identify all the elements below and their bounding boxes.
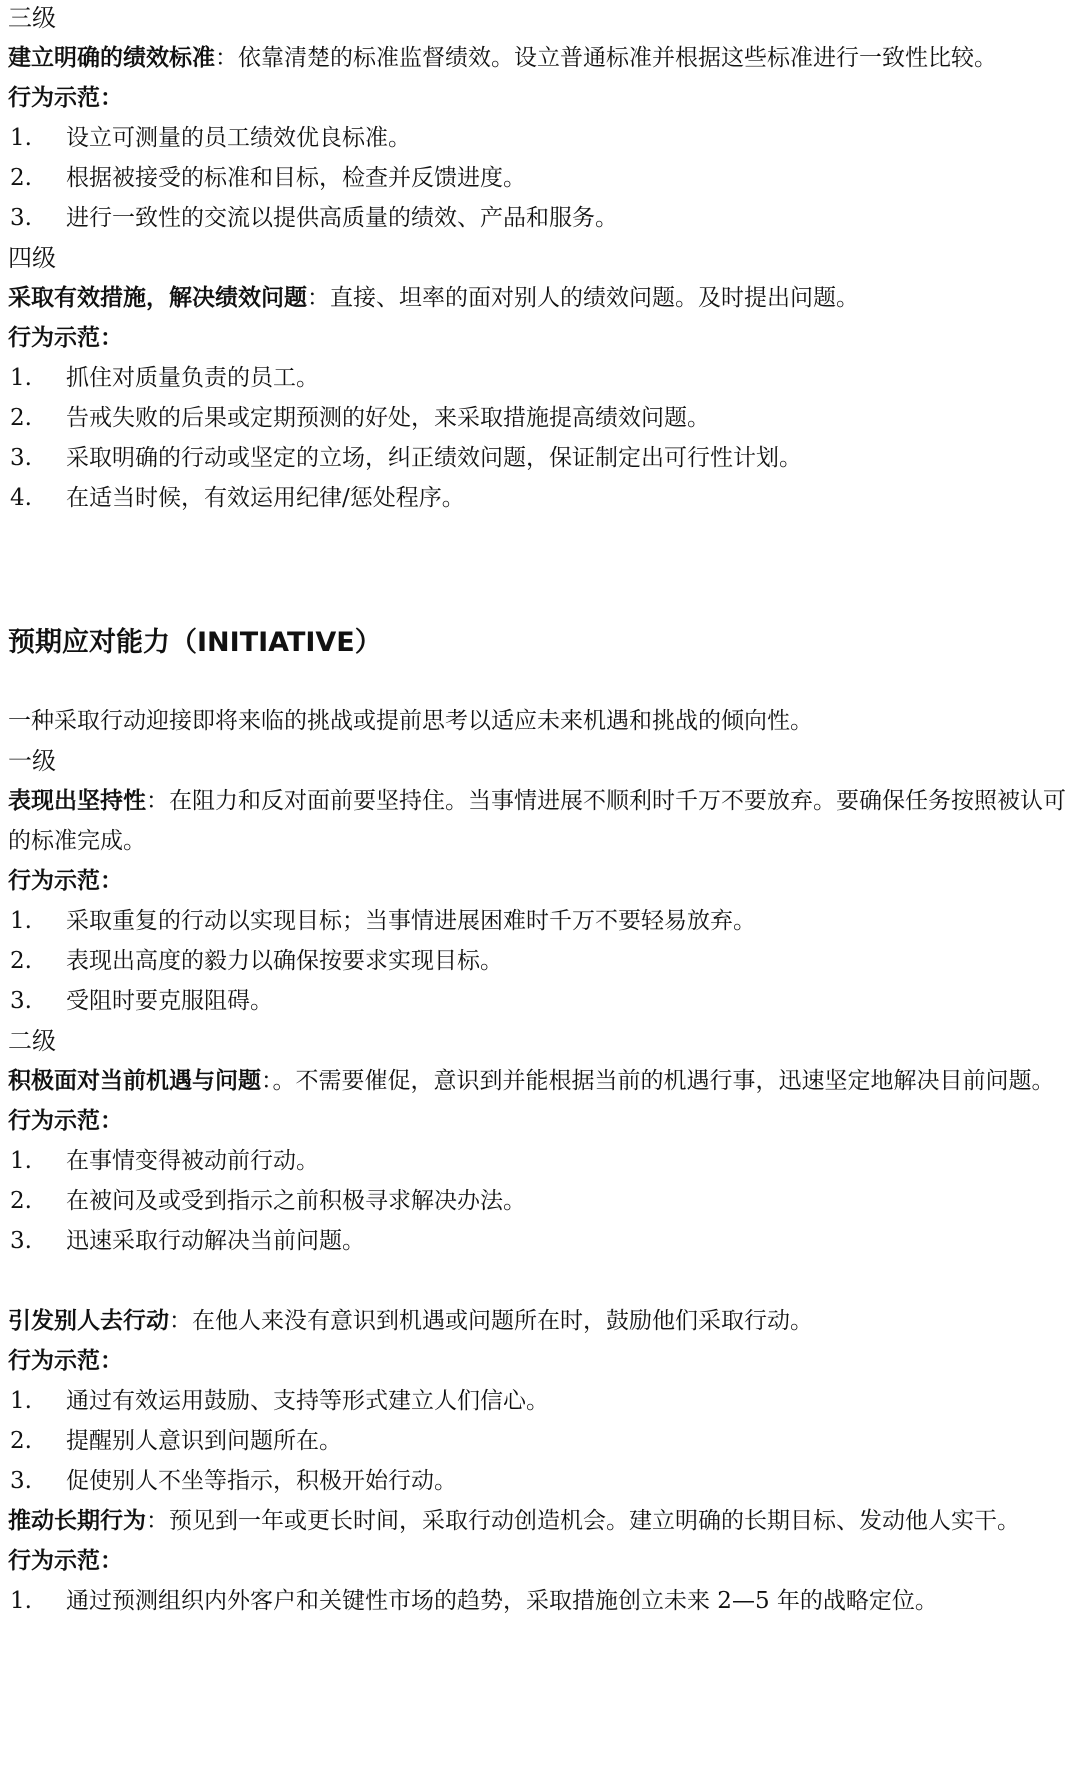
- list-item: [8, 941, 1072, 981]
- criterion-text: ：。不需要催促，意识到并能根据当前的机遇行事，迅速坚定地解决目前问题。: [261, 1068, 1055, 1094]
- item-text: 促使别人不坐等指示，积极开始行动。: [66, 1468, 457, 1494]
- level-heading: 一级: [8, 747, 56, 775]
- examples-label: 行为示范：: [8, 84, 123, 111]
- item-number: 1.: [10, 1388, 32, 1414]
- item-text: 在适当时候，有效运用纪律/惩处程序。: [66, 485, 465, 511]
- example-list: [8, 1381, 1072, 1501]
- item-text: 在被问及或受到指示之前积极寻求解决办法。: [66, 1188, 526, 1214]
- item-text: 根据被接受的标准和目标，检查并反馈进度。: [66, 165, 526, 191]
- item-text: 迅速采取行动解决当前问题。: [66, 1228, 365, 1254]
- item-number: 1.: [10, 908, 32, 934]
- examples-label: 行为示范：: [8, 867, 123, 894]
- criterion-text: ：在阻力和反对面前要坚持住。当事情进展不顺利时千万不要放弃。要确保任务按照被认可的标准完成。: [8, 788, 1066, 854]
- item-text: 通过预测组织内外客户和关键性市场的趋势，采取措施创立未来 2—5 年的战略定位。: [66, 1588, 938, 1614]
- item-number: 3.: [10, 1468, 32, 1494]
- criterion-title: 表现出坚持性: [8, 787, 146, 814]
- example-list: [8, 358, 1072, 518]
- item-number: 3.: [10, 988, 32, 1014]
- item-number: 1.: [10, 125, 32, 151]
- list-item: [8, 1381, 1072, 1421]
- item-text: 采取明确的行动或坚定的立场，纠正绩效问题，保证制定出可行性计划。: [66, 445, 802, 471]
- level-heading: 四级: [8, 244, 56, 272]
- list-item: [8, 438, 1072, 478]
- criterion-paragraph: [8, 1061, 1072, 1101]
- criterion-paragraph: [8, 38, 1072, 78]
- criterion-text: ：直接、坦率的面对别人的绩效问题。及时提出问题。: [307, 285, 859, 311]
- criterion-paragraph: [8, 1301, 1072, 1341]
- item-text: 采取重复的行动以实现目标；当事情进展困难时千万不要轻易放弃。: [66, 908, 756, 934]
- list-item: [8, 198, 1072, 238]
- list-item: [8, 1221, 1072, 1261]
- list-item: [8, 118, 1072, 158]
- item-text: 进行一致性的交流以提供高质量的绩效、产品和服务。: [66, 205, 618, 231]
- section-heading: 预期应对能力（INITIATIVE）: [8, 627, 382, 658]
- list-item: [8, 901, 1072, 941]
- level-heading: 三级: [8, 4, 56, 32]
- criterion-title: 积极面对当前机遇与问题: [8, 1067, 261, 1094]
- item-text: 提醒别人意识到问题所在。: [66, 1428, 342, 1454]
- item-text: 设立可测量的员工绩效优良标准。: [66, 125, 411, 151]
- example-list: [8, 901, 1072, 1021]
- examples-label: 行为示范：: [8, 1347, 123, 1374]
- item-number: 3.: [10, 1228, 32, 1254]
- list-item: [8, 1581, 1072, 1621]
- list-item: [8, 1461, 1072, 1501]
- item-number: 2.: [10, 1428, 32, 1454]
- example-list: [8, 1581, 1072, 1621]
- item-number: 1.: [10, 1148, 32, 1174]
- section-definition: 一种采取行动迎接即将来临的挑战或提前思考以适应未来机遇和挑战的倾向性。: [8, 708, 813, 734]
- list-item: [8, 478, 1072, 518]
- criterion-title: 采取有效措施，解决绩效问题: [8, 284, 307, 311]
- criterion-paragraph: [8, 781, 1072, 861]
- criterion-paragraph: [8, 1501, 1072, 1541]
- item-number: 2.: [10, 165, 32, 191]
- criterion-paragraph: [8, 278, 1072, 318]
- item-number: 2.: [10, 405, 32, 431]
- examples-label: 行为示范：: [8, 1107, 123, 1134]
- item-text: 在事情变得被动前行动。: [66, 1148, 319, 1174]
- item-text: 抓住对质量负责的员工。: [66, 365, 319, 391]
- example-list: [8, 1141, 1072, 1261]
- item-number: 3.: [10, 205, 32, 231]
- list-item: [8, 1141, 1072, 1181]
- item-text: 通过有效运用鼓励、支持等形式建立人们信心。: [66, 1388, 549, 1414]
- list-item: [8, 1421, 1072, 1461]
- list-item: [8, 398, 1072, 438]
- item-number: 2.: [10, 1188, 32, 1214]
- item-text: 受阻时要克服阻碍。: [66, 988, 273, 1014]
- example-list: [8, 118, 1072, 238]
- criterion-text: ：依靠清楚的标准监督绩效。设立普通标准并根据这些标准进行一致性比较。: [215, 45, 997, 71]
- item-text: 表现出高度的毅力以确保按要求实现目标。: [66, 948, 503, 974]
- list-item: [8, 158, 1072, 198]
- item-number: 1.: [10, 365, 32, 391]
- item-number: 3.: [10, 445, 32, 471]
- examples-label: 行为示范：: [8, 324, 123, 351]
- item-text: 告戒失败的后果或定期预测的好处，来采取措施提高绩效问题。: [66, 405, 710, 431]
- item-number: 1.: [10, 1588, 32, 1614]
- criterion-text: ：预见到一年或更长时间，采取行动创造机会。建立明确的长期目标、发动他人实干。: [146, 1508, 1020, 1534]
- criterion-title: 建立明确的绩效标准: [8, 44, 215, 71]
- item-number: 4.: [10, 485, 32, 511]
- list-item: [8, 358, 1072, 398]
- criterion-title: 引发别人去行动: [8, 1307, 169, 1334]
- criterion-title: 推动长期行为: [8, 1507, 146, 1534]
- list-item: [8, 1181, 1072, 1221]
- list-item: [8, 981, 1072, 1021]
- examples-label: 行为示范：: [8, 1547, 123, 1574]
- criterion-text: ：在他人来没有意识到机遇或问题所在时，鼓励他们采取行动。: [169, 1308, 813, 1334]
- item-number: 2.: [10, 948, 32, 974]
- level-heading: 二级: [8, 1027, 56, 1055]
